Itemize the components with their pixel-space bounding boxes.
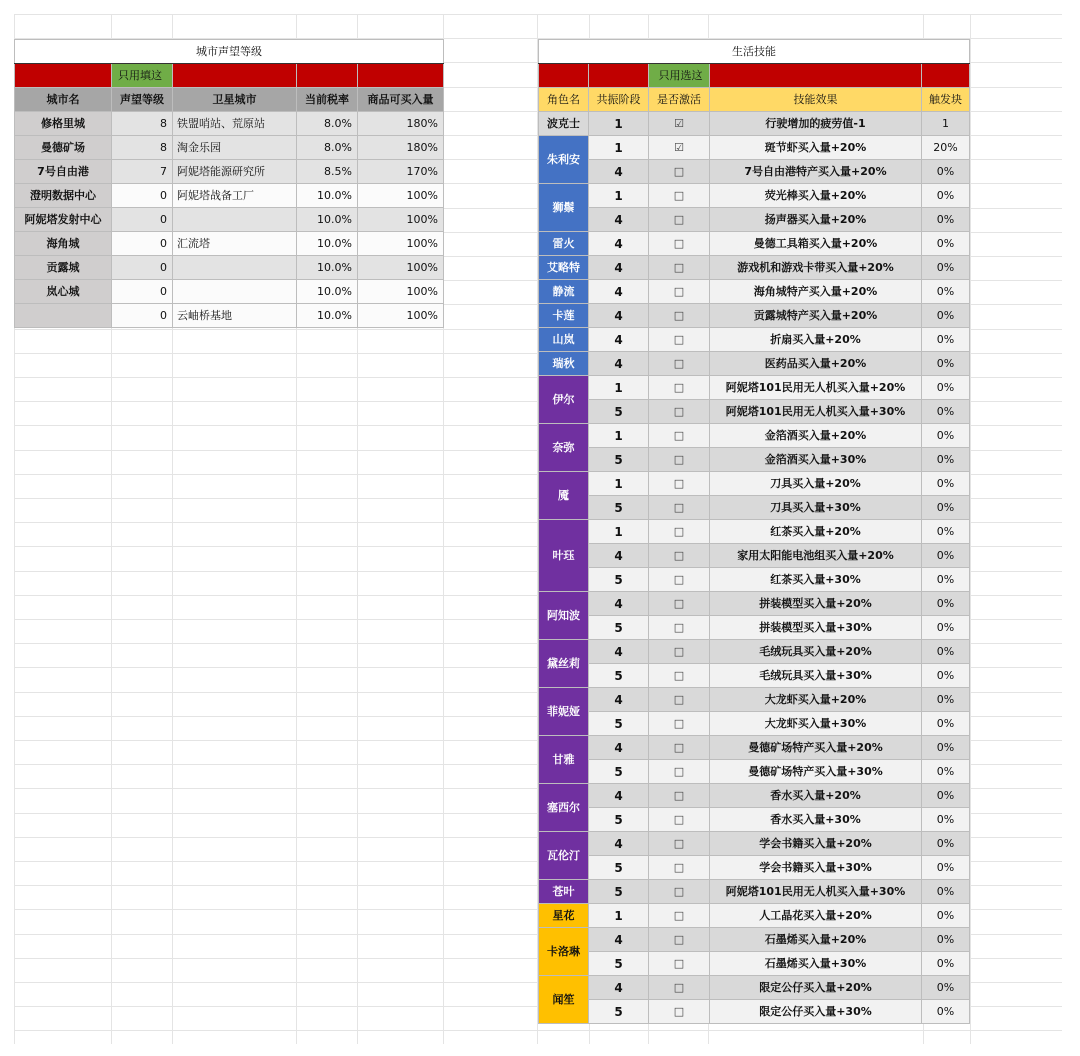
tax-rate-cell: 10.0% [297,256,358,280]
buy-quantity-cell: 100% [358,184,444,208]
reputation-level-input[interactable]: 0 [112,304,173,328]
buy-quantity-cell: 100% [358,232,444,256]
resonance-stage-cell: 5 [589,616,649,640]
resonance-stage-cell: 4 [589,832,649,856]
active-checkbox[interactable]: □ [649,544,710,568]
resonance-stage-cell: 5 [589,496,649,520]
character-name-cell: 奈弥 [539,424,589,472]
trigger-cell: 0% [922,376,970,400]
character-name-cell: 苍叶 [539,880,589,904]
resonance-stage-cell: 5 [589,448,649,472]
active-checkbox[interactable]: □ [649,568,710,592]
column-header: 共振阶段 [589,88,649,112]
trigger-cell: 0% [922,256,970,280]
trigger-cell: 0% [922,808,970,832]
skill-row [539,112,970,136]
active-checkbox[interactable]: □ [649,616,710,640]
life-skills-table [538,39,970,1024]
trigger-cell: 1 [922,112,970,136]
skill-effect-cell: 7号自由港特产买入量+20% [710,160,922,184]
resonance-stage-cell: 1 [589,184,649,208]
skill-effect-cell: 石墨烯买入量+20% [710,928,922,952]
skill-effect-cell: 拼装模型买入量+20% [710,592,922,616]
trigger-cell: 0% [922,832,970,856]
satellite-city-cell: 铁盟哨站、荒原站 [173,112,297,136]
column-header: 角色名 [539,88,589,112]
resonance-stage-cell: 4 [589,784,649,808]
character-name-cell: 伊尔 [539,376,589,424]
skill-row [539,952,970,976]
character-name-cell: 叶珏 [539,520,589,592]
skill-row [539,664,970,688]
skill-row [539,928,970,952]
skill-row [539,832,970,856]
resonance-stage-cell: 4 [589,592,649,616]
skill-title-row [539,40,970,64]
skill-row [539,256,970,280]
trigger-cell: 0% [922,904,970,928]
character-name-cell: 瑞秋 [539,352,589,376]
buy-quantity-cell: 100% [358,256,444,280]
active-checkbox[interactable]: □ [649,472,710,496]
skill-row [539,448,970,472]
column-header: 是否激活 [649,88,710,112]
skill-row [539,208,970,232]
skill-effect-cell: 阿妮塔101民用无人机买入量+30% [710,400,922,424]
character-name-cell: 塞西尔 [539,784,589,832]
trigger-cell: 0% [922,1000,970,1024]
skill-effect-cell: 红茶买入量+30% [710,568,922,592]
active-checkbox[interactable]: □ [649,688,710,712]
trigger-cell: 0% [922,592,970,616]
active-checkbox[interactable]: □ [649,592,710,616]
satellite-city-cell: 阿妮塔能源研究所 [173,160,297,184]
trigger-cell: 0% [922,232,970,256]
skill-row [539,808,970,832]
active-checkbox[interactable]: □ [649,232,710,256]
character-name-cell: 波克士 [539,112,589,136]
city-row [15,304,444,328]
skill-row [539,544,970,568]
tax-rate-cell: 8.0% [297,112,358,136]
skill-row [539,712,970,736]
skill-row [539,592,970,616]
city-row [15,256,444,280]
skill-row [539,904,970,928]
trigger-cell: 0% [922,664,970,688]
resonance-stage-cell: 4 [589,208,649,232]
active-checkbox[interactable]: □ [649,976,710,1000]
resonance-stage-cell: 4 [589,256,649,280]
trigger-cell: 0% [922,208,970,232]
active-checkbox[interactable]: □ [649,808,710,832]
buy-quantity-cell: 100% [358,208,444,232]
resonance-stage-cell: 4 [589,736,649,760]
skill-row [539,616,970,640]
skill-effect-cell: 贡露城特产买入量+20% [710,304,922,328]
trigger-cell: 0% [922,568,970,592]
city-name-cell: 岚心城 [15,280,112,304]
tax-rate-cell: 10.0% [297,184,358,208]
skill-header-row [539,88,970,112]
skill-effect-cell: 曼德矿场特产买入量+20% [710,736,922,760]
resonance-stage-cell: 4 [589,328,649,352]
skill-effect-cell: 折扇买入量+20% [710,328,922,352]
reputation-level-input[interactable]: 0 [112,280,173,304]
trigger-cell: 0% [922,880,970,904]
skill-effect-cell: 斑节虾买入量+20% [710,136,922,160]
active-checkbox[interactable]: □ [649,448,710,472]
skill-row [539,400,970,424]
active-checkbox[interactable]: □ [649,832,710,856]
trigger-cell: 0% [922,640,970,664]
trigger-cell: 0% [922,976,970,1000]
skill-effect-cell: 行驶增加的疲劳值-1 [710,112,922,136]
skill-effect-cell: 医药品买入量+20% [710,352,922,376]
resonance-stage-cell: 5 [589,400,649,424]
resonance-stage-cell: 1 [589,112,649,136]
trigger-cell: 0% [922,496,970,520]
active-checkbox[interactable]: □ [649,160,710,184]
skill-effect-cell: 刀具买入量+20% [710,472,922,496]
tax-rate-cell: 10.0% [297,232,358,256]
trigger-cell: 0% [922,616,970,640]
skill-effect-cell: 限定公仔买入量+20% [710,976,922,1000]
tax-rate-cell: 10.0% [297,280,358,304]
skill-effect-cell: 扬声器买入量+20% [710,208,922,232]
active-checkbox[interactable]: □ [649,376,710,400]
skill-row [539,304,970,328]
resonance-stage-cell: 4 [589,688,649,712]
red-cell [173,64,297,88]
skill-effect-cell: 曼德工具箱买入量+20% [710,232,922,256]
trigger-cell: 0% [922,856,970,880]
resonance-stage-cell: 4 [589,928,649,952]
city-row [15,232,444,256]
resonance-stage-cell: 5 [589,880,649,904]
buy-quantity-cell: 180% [358,136,444,160]
character-name-cell: 朱利安 [539,136,589,184]
satellite-city-cell [173,208,297,232]
resonance-stage-cell: 1 [589,136,649,160]
column-header: 触发块 [922,88,970,112]
city-name-cell: 贡露城 [15,256,112,280]
city-row [15,112,444,136]
resonance-stage-cell: 4 [589,304,649,328]
skill-row [539,856,970,880]
trigger-cell: 0% [922,472,970,496]
column-header: 商品可买入量 [358,88,444,112]
trigger-cell: 0% [922,160,970,184]
character-name-cell: 星花 [539,904,589,928]
skill-row [539,520,970,544]
skill-effect-cell: 红茶买入量+20% [710,520,922,544]
resonance-stage-cell: 4 [589,976,649,1000]
resonance-stage-cell: 5 [589,568,649,592]
skill-effect-cell: 刀具买入量+30% [710,496,922,520]
trigger-cell: 0% [922,928,970,952]
active-checkbox[interactable]: □ [649,904,710,928]
skill-row [539,232,970,256]
red-cell [589,64,649,88]
city-title-row [15,40,444,64]
skill-effect-cell: 学会书籍买入量+30% [710,856,922,880]
city-row [15,208,444,232]
resonance-stage-cell: 1 [589,904,649,928]
buy-quantity-cell: 180% [358,112,444,136]
trigger-cell: 0% [922,400,970,424]
active-checkbox[interactable]: □ [649,952,710,976]
skill-row [539,376,970,400]
active-checkbox[interactable]: □ [649,304,710,328]
trigger-cell: 0% [922,280,970,304]
character-name-cell: 静流 [539,280,589,304]
satellite-city-cell [173,280,297,304]
resonance-stage-cell: 5 [589,760,649,784]
active-checkbox[interactable]: □ [649,712,710,736]
skill-effect-cell: 人工晶花买入量+20% [710,904,922,928]
resonance-stage-cell: 4 [589,232,649,256]
skill-row [539,736,970,760]
skill-row [539,160,970,184]
resonance-stage-cell: 1 [589,376,649,400]
active-checkbox[interactable]: □ [649,400,710,424]
skill-effect-cell: 石墨烯买入量+30% [710,952,922,976]
reputation-level-input[interactable]: 0 [112,184,173,208]
character-name-cell: 黛丝莉 [539,640,589,688]
skill-row [539,136,970,160]
red-cell [297,64,358,88]
skill-effect-cell: 大龙虾买入量+20% [710,688,922,712]
city-name-cell: 澄明数据中心 [15,184,112,208]
skill-effect-cell: 拼装模型买入量+30% [710,616,922,640]
active-checkbox[interactable]: □ [649,424,710,448]
active-checkbox[interactable]: □ [649,664,710,688]
red-cell [710,64,922,88]
red-cell [539,64,589,88]
reputation-level-input[interactable]: 8 [112,112,173,136]
trigger-cell: 0% [922,304,970,328]
resonance-stage-cell: 4 [589,640,649,664]
skill-row [539,640,970,664]
skill-effect-cell: 曼德矿场特产买入量+30% [710,760,922,784]
column-header: 卫星城市 [173,88,297,112]
satellite-city-cell: 汇流塔 [173,232,297,256]
resonance-stage-cell: 5 [589,808,649,832]
city-header-row [15,88,444,112]
skill-row [539,424,970,448]
active-checkbox[interactable]: □ [649,496,710,520]
skill-effect-cell: 大龙虾买入量+30% [710,712,922,736]
skill-effect-cell: 学会书籍买入量+20% [710,832,922,856]
skill-row [539,880,970,904]
skill-row [539,1000,970,1024]
city-name-cell: 曼德矿场 [15,136,112,160]
skill-row [539,568,970,592]
trigger-cell: 0% [922,712,970,736]
active-checkbox[interactable]: □ [649,256,710,280]
skill-row [539,472,970,496]
trigger-cell: 0% [922,448,970,472]
character-name-cell: 甘雅 [539,736,589,784]
resonance-stage-cell: 1 [589,424,649,448]
skill-effect-cell: 金箔酒买入量+30% [710,448,922,472]
red-cell [922,64,970,88]
fill-here-note: 只用填这 [112,64,173,88]
city-row [15,136,444,160]
skill-row [539,496,970,520]
resonance-stage-cell: 4 [589,544,649,568]
resonance-stage-cell: 4 [589,352,649,376]
resonance-stage-cell: 1 [589,472,649,496]
skill-effect-cell: 毛绒玩具买入量+20% [710,640,922,664]
city-row [15,184,444,208]
active-checkbox[interactable]: □ [649,856,710,880]
skill-row [539,280,970,304]
active-checkbox[interactable]: □ [649,328,710,352]
column-header: 声望等级 [112,88,173,112]
character-name-cell: 魇 [539,472,589,520]
skill-effect-cell: 香水买入量+20% [710,784,922,808]
character-name-cell: 瓦伦汀 [539,832,589,880]
city-note-row [15,64,444,88]
skill-row [539,184,970,208]
satellite-city-cell: 阿妮塔战备工厂 [173,184,297,208]
active-checkbox[interactable]: □ [649,760,710,784]
character-name-cell: 卡洛琳 [539,928,589,976]
trigger-cell: 0% [922,544,970,568]
resonance-stage-cell: 5 [589,712,649,736]
satellite-city-cell: 淘金乐园 [173,136,297,160]
satellite-city-cell [173,256,297,280]
buy-quantity-cell: 100% [358,304,444,328]
character-name-cell: 菲妮娅 [539,688,589,736]
trigger-cell: 20% [922,136,970,160]
city-table-title: 城市声望等级 [15,40,444,64]
trigger-cell: 0% [922,760,970,784]
skill-effect-cell: 香水买入量+30% [710,808,922,832]
skill-effect-cell: 限定公仔买入量+30% [710,1000,922,1024]
city-name-cell: 阿妮塔发射中心 [15,208,112,232]
active-checkbox[interactable]: □ [649,1000,710,1024]
character-name-cell: 山岚 [539,328,589,352]
skill-effect-cell: 阿妮塔101民用无人机买入量+20% [710,376,922,400]
trigger-cell: 0% [922,688,970,712]
city-name-cell: 修格里城 [15,112,112,136]
tax-rate-cell: 10.0% [297,304,358,328]
tax-rate-cell: 10.0% [297,208,358,232]
resonance-stage-cell: 5 [589,952,649,976]
skill-effect-cell: 荧光棒买入量+20% [710,184,922,208]
trigger-cell: 0% [922,184,970,208]
skill-row [539,328,970,352]
tax-rate-cell: 8.0% [297,136,358,160]
reputation-level-input[interactable]: 8 [112,136,173,160]
select-here-note: 只用选这 [649,64,710,88]
resonance-stage-cell: 1 [589,520,649,544]
active-checkbox[interactable]: ☑ [649,136,710,160]
character-name-cell: 雷火 [539,232,589,256]
trigger-cell: 0% [922,328,970,352]
satellite-city-cell: 云岫桥基地 [173,304,297,328]
resonance-stage-cell: 4 [589,160,649,184]
skill-row [539,784,970,808]
active-checkbox[interactable]: □ [649,352,710,376]
skill-effect-cell: 金箔酒买入量+20% [710,424,922,448]
city-name-cell [15,304,112,328]
city-row [15,280,444,304]
active-checkbox[interactable]: □ [649,784,710,808]
active-checkbox[interactable]: □ [649,208,710,232]
active-checkbox[interactable]: □ [649,736,710,760]
resonance-stage-cell: 4 [589,280,649,304]
reputation-level-input[interactable]: 0 [112,256,173,280]
tax-rate-cell: 8.5% [297,160,358,184]
character-name-cell: 闻笙 [539,976,589,1024]
skill-effect-cell: 阿妮塔101民用无人机买入量+30% [710,880,922,904]
skill-row [539,352,970,376]
reputation-level-input[interactable]: 0 [112,232,173,256]
skill-effect-cell: 海角城特产买入量+20% [710,280,922,304]
column-header: 技能效果 [710,88,922,112]
character-name-cell: 艾略特 [539,256,589,280]
character-name-cell: 阿知波 [539,592,589,640]
trigger-cell: 0% [922,352,970,376]
active-checkbox[interactable]: □ [649,280,710,304]
buy-quantity-cell: 170% [358,160,444,184]
column-header: 城市名 [15,88,112,112]
skill-table-title: 生活技能 [539,40,970,64]
character-name-cell: 卡莲 [539,304,589,328]
active-checkbox[interactable]: □ [649,520,710,544]
skill-effect-cell: 毛绒玩具买入量+30% [710,664,922,688]
city-reputation-table [14,39,444,328]
trigger-cell: 0% [922,784,970,808]
resonance-stage-cell: 5 [589,856,649,880]
active-checkbox[interactable]: □ [649,184,710,208]
buy-quantity-cell: 100% [358,280,444,304]
skill-row [539,688,970,712]
column-header: 当前税率 [297,88,358,112]
skill-effect-cell: 家用太阳能电池组买入量+20% [710,544,922,568]
red-cell [358,64,444,88]
trigger-cell: 0% [922,736,970,760]
skill-effect-cell: 游戏机和游戏卡带买入量+20% [710,256,922,280]
active-checkbox[interactable]: □ [649,640,710,664]
trigger-cell: 0% [922,952,970,976]
trigger-cell: 0% [922,520,970,544]
city-name-cell: 7号自由港 [15,160,112,184]
skill-row [539,760,970,784]
skill-note-row [539,64,970,88]
resonance-stage-cell: 5 [589,664,649,688]
reputation-level-input[interactable]: 0 [112,208,173,232]
resonance-stage-cell: 5 [589,1000,649,1024]
trigger-cell: 0% [922,424,970,448]
active-checkbox[interactable]: ☑ [649,112,710,136]
skill-row [539,976,970,1000]
red-cell [15,64,112,88]
character-name-cell: 狮鬃 [539,184,589,232]
active-checkbox[interactable]: □ [649,880,710,904]
reputation-level-input[interactable]: 7 [112,160,173,184]
active-checkbox[interactable]: □ [649,928,710,952]
city-row [15,160,444,184]
city-name-cell: 海角城 [15,232,112,256]
